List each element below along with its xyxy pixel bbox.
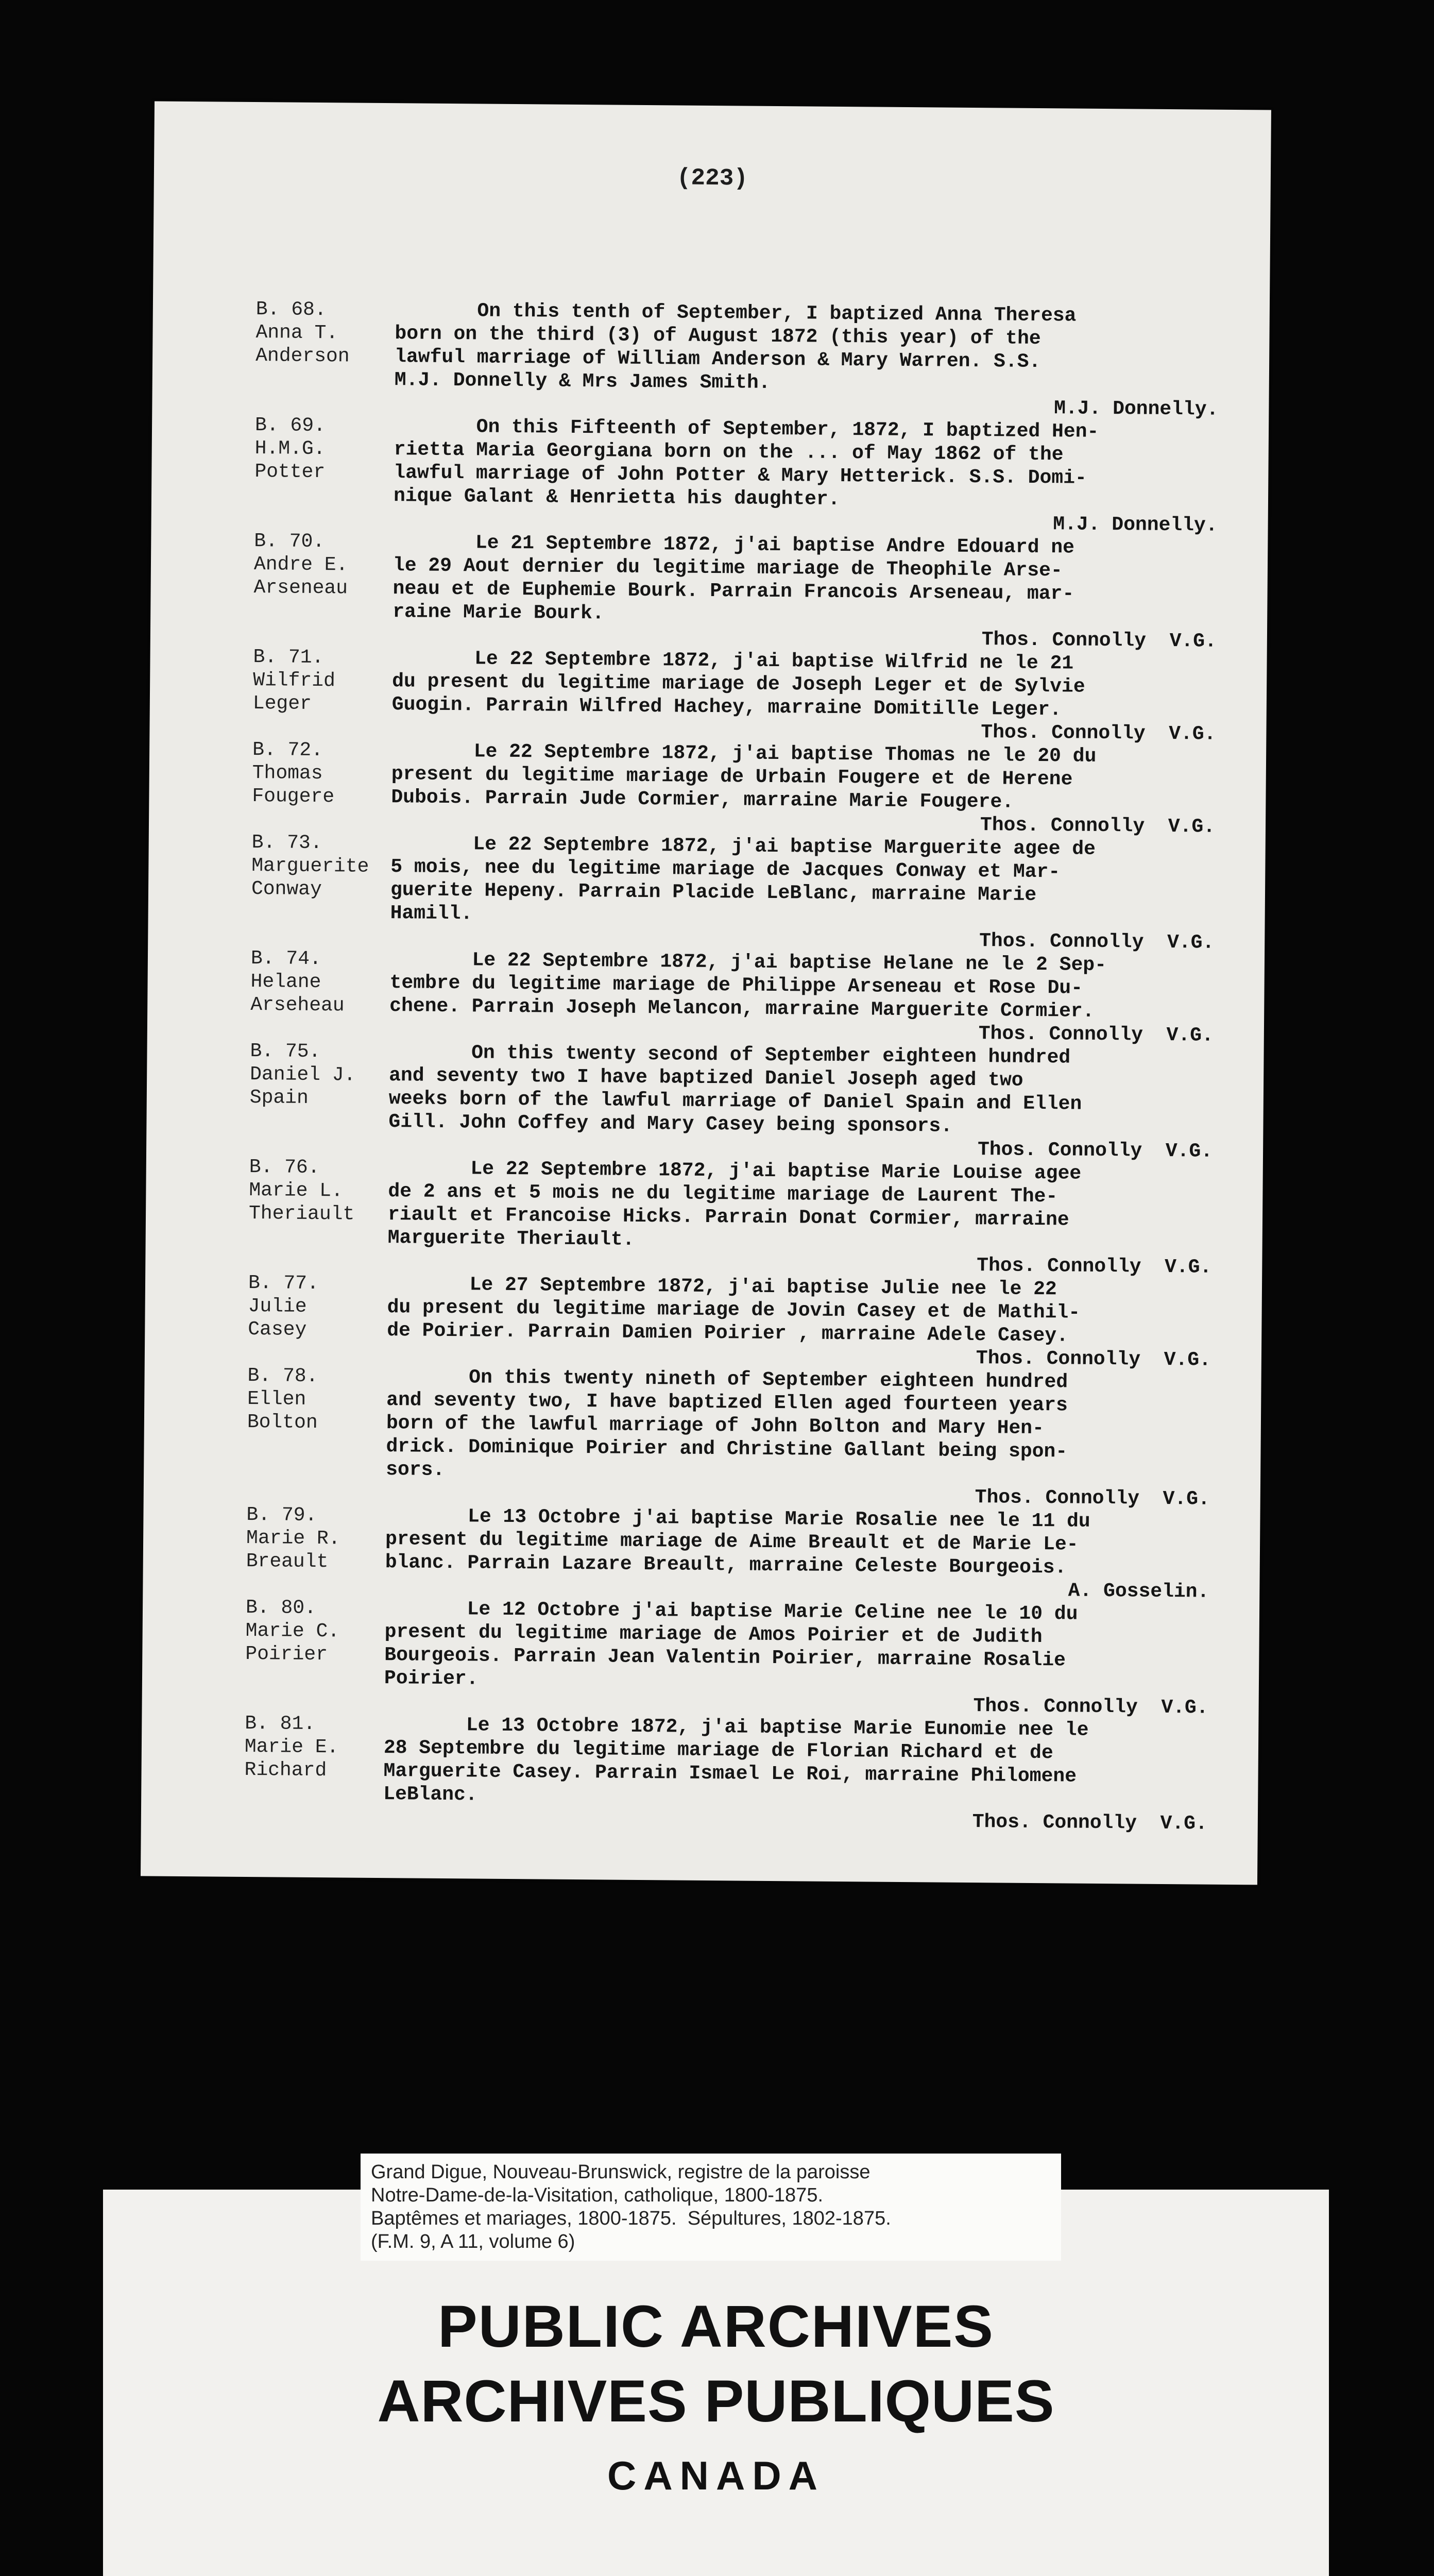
entry-text-line: le 29 Aout dernier du legitime mariage de Theophile Arse- [392,554,1063,582]
margin-line: Arseheau [250,994,345,1017]
archive-name-french: ARCHIVES PUBLIQUES [377,2368,1055,2434]
entry-margin-note [252,738,391,809]
margin-line: Fougere [252,785,335,808]
margin-line: Anderson [255,345,350,368]
margin-line: Marguerite [251,855,369,878]
entry-signature: Thos. Connolly V.G. [976,1347,1211,1371]
margin-line: Spain [249,1086,309,1109]
entry-margin-note [253,646,392,716]
catalog-line: Grand Digue, Nouveau-Brunswick, registre de la paroisse [371,2161,870,2183]
entry-text-line: weeks born of the lawful marriage of Daniel Spain and Ellen [388,1088,1082,1115]
entry-margin-note [248,1272,387,1342]
baptism-entry [253,530,1233,653]
entry-text-line: On this twenty nineth of September eighteen hundred [386,1366,1068,1394]
entry-text-line: Gill. John Coffey and Mary Casey being sponsors. [388,1111,953,1138]
margin-line: Helane [250,971,321,994]
entry-signature: Thos. Connolly V.G. [978,1023,1214,1047]
entry-text [384,1597,1224,1697]
entry-text-line: M.J. Donnelly & Mrs James Smith. [394,369,771,394]
archive-country: CANADA [607,2453,825,2498]
margin-line: B. 77. [248,1272,319,1295]
entry-text-line: raine Marie Bourk. [392,601,604,625]
margin-line: Arseneau [253,577,348,600]
entry-text-line: and seventy two, I have baptized Ellen aged fourteen years [386,1389,1068,1417]
baptism-entry [251,831,1231,955]
archive-label-card [103,2161,1329,2576]
entry-text [392,531,1233,630]
margin-line: Marie L. [249,1179,344,1202]
baptism-entry [248,1272,1227,1372]
margin-line: B. 70. [254,530,325,553]
entry-text [387,1273,1227,1349]
entry-text-line: rietta Maria Georgiana born on the ... of May 1862 of the [394,438,1064,466]
entry-signature: Thos. Connolly V.G. [981,629,1217,653]
entry-text-line: blanc. Parrain Lazare Breault, marraine Celeste Bourgeois. [385,1551,1067,1579]
entry-signature: Thos. Connolly V.G. [975,1486,1210,1511]
margin-line: B. 78. [247,1364,318,1388]
entry-text-line: Dubois. Parrain Jude Cormier, marraine Marie Fougere. [391,786,1014,814]
margin-line: B. 69. [254,414,326,437]
entry-text [386,1365,1226,1488]
entry-signature: A. Gosselin. [1068,1580,1209,1603]
baptism-entry [244,1712,1224,1836]
entry-text [392,647,1232,723]
entry-text-line: Marguerite Theriault. [387,1227,635,1251]
entry-text [389,948,1230,1024]
baptism-entry [255,298,1235,421]
margin-line: B. 74. [250,947,321,971]
entry-text-line: Marguerite Casey. Parrain Ismael Le Roi, marraine Philomene [383,1760,1077,1788]
entry-signature: Thos. Connolly V.G. [977,1139,1213,1163]
margin-line: Richard [244,1758,327,1782]
entry-signature: Thos. Connolly V.G. [977,1255,1212,1279]
entry-text-line: LeBlanc. [383,1783,477,1806]
margin-line: Casey [248,1318,307,1341]
entry-text-line: guerite Hepeny. Parrain Placide LeBlanc, marraine Marie [390,879,1037,906]
margin-line: Potter [254,461,326,484]
entry-text-line: Bourgeois. Parrain Jean Valentin Poirier, marraine Rosalie [384,1644,1066,1672]
baptism-entry [249,1040,1229,1163]
entry-text-line: and seventy two I have baptized Daniel Joseph aged two [389,1064,1023,1092]
entry-text-line: Poirier. [384,1667,479,1690]
margin-line: B. 72. [252,739,323,762]
entry-margin-note [247,1364,387,1481]
entry-text-line: present du legitime mariage de Aime Breault et de Marie Le- [385,1528,1079,1556]
margin-line: B. 71. [253,646,324,669]
entry-text [383,1713,1223,1812]
entry-text-line: On this Fifteenth of September, 1872, I baptized Hen- [394,415,1099,443]
entry-text-line: present du legitime mariage de Urbain Fougere et de Herene [391,763,1073,791]
entry-text-line: Le 22 Septembre 1872, j'ai baptise Marguerite agee de [390,833,1096,860]
entry-text-line: du present du legitime mariage de Jovin Casey et de Mathil- [387,1296,1081,1324]
entry-text-line: de 2 ans et 5 mois ne du legitime mariage de Laurent The- [388,1180,1058,1208]
entry-text-line: Guogin. Parrain Wilfred Hachey, marraine Domitille Leger. [391,693,1062,721]
margin-line: Wilfrid [253,669,336,692]
entry-text-line: nique Galant & Henrietta his daughter. [393,485,840,511]
entry-text-line: de Poirier. Parrain Damien Poirier , marraine Adele Casey. [387,1319,1069,1347]
entry-signature: Thos. Connolly V.G. [979,930,1215,954]
margin-line: Marie C. [245,1619,340,1643]
entry-text-line: Le 13 Octobre 1872, j'ai baptise Marie Eunomie nee le [384,1714,1089,1741]
entry-margin-note [249,1040,389,1133]
entry-signature: Thos. Connolly V.G. [980,814,1216,838]
baptism-entry [247,1364,1226,1511]
margin-line: Theriault [248,1202,355,1226]
entry-text-line: drick. Dominique Poirier and Christine Gallant being spon- [386,1435,1068,1463]
entry-text-line: Le 22 Septembre 1872, j'ai baptise Wilfrid ne le 21 [392,647,1074,675]
entry-margin-note [254,414,394,507]
entry-signature: Thos. Connolly V.G. [972,1811,1208,1835]
entry-text-line: sors. [386,1459,445,1481]
baptism-entry [254,414,1234,537]
entry-text-line: 5 mois, nee du legitime mariage de Jacques Conway et Mar- [390,856,1061,884]
entry-margin-note [255,298,395,392]
baptism-entry [246,1503,1225,1604]
entry-margin-note [253,530,393,623]
catalog-line: Notre-Dame-de-la-Visitation, catholique, 1800-1875. [371,2184,824,2206]
baptism-entry [245,1596,1224,1720]
margin-line: Andre E. [253,553,348,577]
margin-line: Conway [251,878,322,901]
page-number: (223) [676,164,748,192]
entry-text-line: On this tenth of September, I baptized Anna Theresa [395,299,1077,327]
margin-line: Marie R. [246,1527,340,1550]
entry-text [394,415,1234,514]
entry-text [388,1041,1228,1140]
entry-text-line: born on the third (3) of August 1872 (this year) of the [395,323,1041,350]
entry-text-line: On this twenty second of September eighteen hundred [389,1041,1071,1069]
entry-text-line: 28 Septembre du legitime mariage de Florian Richard et de [383,1737,1053,1765]
entry-text-line: Le 13 Octobre j'ai baptise Marie Rosalie nee le 11 du [385,1505,1090,1533]
entry-text [395,299,1235,398]
margin-line: Daniel J. [250,1063,356,1087]
entry-margin-note [244,1712,384,1806]
margin-line: Ellen [247,1387,306,1411]
margin-line: B. 80. [245,1596,317,1620]
entry-text [391,739,1231,816]
margin-line: B. 76. [249,1156,320,1179]
entry-text-line: Le 22 Septembre 1872, j'ai baptise Marie Louise agee [388,1157,1082,1185]
entry-text [390,832,1230,931]
catalog-slip [361,2154,1061,2261]
margin-line: B. 75. [250,1040,321,1063]
entry-text [388,1157,1228,1256]
entry-text-line: lawful marriage of John Potter & Mary Hetterick. S.S. Domi- [394,462,1087,489]
entry-text-line: present du legitime mariage de Amos Poirier et de Judith [384,1621,1043,1649]
entry-signature: Thos. Connolly V.G. [981,721,1216,745]
catalog-line: Baptêmes et mariages, 1800-1875. Sépultures, 1802-1875. [371,2208,891,2229]
margin-line: Bolton [247,1411,318,1434]
entry-text-line: du present du legitime mariage de Joseph Leger et de Sylvie [392,670,1085,698]
entry-margin-note [249,1156,388,1249]
entry-text-line: lawful marriage of William Anderson & Mary Warren. S.S. [394,346,1041,374]
entry-signature: M.J. Donnelly. [1053,397,1219,421]
entry-text-line: Le 21 Septembre 1872, j'ai baptise Andre Edouard ne [393,531,1075,559]
margin-line: B. 68. [255,298,327,321]
margin-line: B. 73. [251,832,322,855]
entry-text-line: tembre du legitime mariage de Philippe Arseneau et Rose Du- [389,972,1083,999]
entry-text-line: chene. Parrain Joseph Melancon, marraine Marguerite Cormier. [389,995,1095,1023]
entry-text-line: Le 12 Octobre j'ai baptise Marie Celine nee le 10 du [384,1598,1078,1625]
entry-margin-note [246,1503,386,1574]
margin-line: Leger [252,692,312,715]
entry-text-line: Le 22 Septembre 1872, j'ai baptise Helane ne le 2 Sep- [389,948,1107,977]
entry-text-line: Le 27 Septembre 1872, j'ai baptise Julie nee le 22 [387,1273,1057,1301]
baptism-entry [252,738,1231,839]
margin-line: Thomas [252,762,323,785]
register-page [141,101,1271,1885]
baptism-entry [248,1156,1228,1279]
margin-line: Breault [246,1550,329,1573]
margin-line: B. 81. [245,1712,316,1736]
entry-text-line: neau et de Euphemie Bourk. Parrain Francois Arseneau, mar- [392,578,1074,605]
entry-signature: Thos. Connolly V.G. [973,1695,1208,1719]
entry-text-line: born of the lawful marriage of John Bolton and Mary Hen- [386,1412,1045,1440]
margin-line: Poirier [245,1642,328,1666]
baptism-entry [252,646,1232,746]
margin-line: Anna T. [255,321,338,345]
margin-line: Julie [248,1295,307,1318]
entry-text-line: Le 22 Septembre 1872, j'ai baptise Thomas ne le 20 du [391,740,1097,768]
entry-text [385,1504,1225,1581]
catalog-line: (F.M. 9, A 11, volume 6) [371,2231,575,2252]
entry-signature: M.J. Donnelly. [1053,513,1218,537]
margin-line: B. 79. [246,1503,317,1527]
entry-text-line: riault et Francoise Hicks. Parrain Donat Cormier, marraine [387,1204,1069,1231]
baptism-entry [250,947,1230,1047]
entry-margin-note [251,831,391,925]
archive-name-english: PUBLIC ARCHIVES [438,2294,994,2360]
entry-margin-note [250,947,390,1018]
entry-margin-note [245,1596,385,1690]
baptism-entries [244,298,1235,1836]
margin-line: H.M.G. [254,437,326,461]
entry-text-line: Hamill. [390,902,473,925]
margin-line: Marie E. [244,1735,339,1759]
